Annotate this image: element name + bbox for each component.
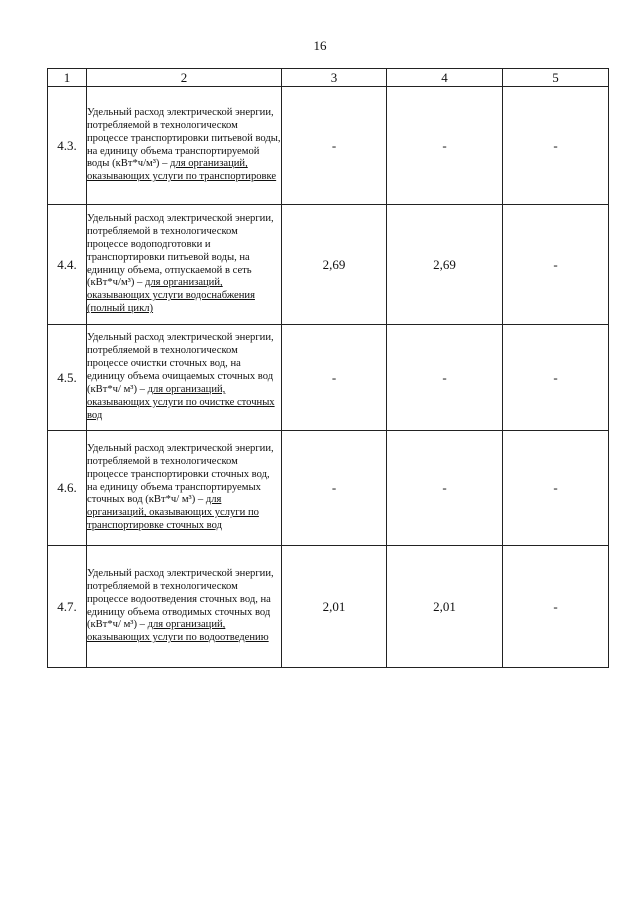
value-col-4: -: [387, 325, 503, 431]
row-description: [87, 87, 282, 205]
table-row: [48, 87, 609, 205]
value-col-5: -: [503, 431, 609, 546]
page-number: 16: [313, 38, 327, 53]
description-underlined: для организаций, оказывающих услуги по транспортировке сточных вод: [87, 494, 259, 532]
description-underlined: для организаций, оказывающих услуги по транспортировке: [87, 158, 277, 183]
table-row: [48, 325, 609, 431]
row-description: [87, 431, 282, 546]
value-col-4: -: [387, 431, 503, 546]
value-col-3: -: [282, 431, 387, 546]
value-col-3: 2,69: [282, 205, 387, 325]
header-cell-2: 2: [87, 69, 282, 87]
row-number: 4.7.: [48, 546, 87, 668]
value-col-5: -: [503, 205, 609, 325]
description-underlined: для организаций, оказывающих услуги по очистке сточных вод: [87, 383, 275, 421]
table-row: [48, 205, 609, 325]
description-underlined: для организаций, оказывающих услуги по водоотведению: [87, 619, 269, 644]
description-text: Удельный расход электрической энергии, потребляемой в технологическом процессе водоподготовки и транспортировки питьевой воды, на единицу объема, отпускаемой в сеть (кВт*ч/м³) –: [87, 212, 274, 289]
table-row: [48, 431, 609, 546]
value-col-4: 2,01: [387, 546, 503, 668]
value-col-3: 2,01: [282, 546, 387, 668]
header-cell-3: 3: [282, 69, 387, 87]
value-col-5: -: [503, 325, 609, 431]
row-number: 4.6.: [48, 431, 87, 546]
header-cell-4: 4: [387, 69, 503, 87]
table-header-row: [48, 69, 609, 87]
row-description: [87, 205, 282, 325]
value-col-5: -: [503, 87, 609, 205]
value-col-3: -: [282, 325, 387, 431]
header-cell-5: 5: [503, 69, 609, 87]
value-col-5: -: [503, 546, 609, 668]
row-description: [87, 325, 282, 431]
description-text: Удельный расход электрической энергии, потребляемой в технологическом процессе транспортировки питьевой воды, на единицу объема транспортируемой воды (кВт*ч/м³) –: [87, 106, 281, 170]
value-col-3: -: [282, 87, 387, 205]
indicators-table: [47, 68, 609, 668]
row-number: 4.4.: [48, 205, 87, 325]
value-col-4: 2,69: [387, 205, 503, 325]
description-text: Удельный расход электрической энергии, потребляемой в технологическом процессе очистки сточных вод, на единицу объема очищаемых сточных вод (кВт*ч/ м³) –: [87, 332, 274, 395]
header-cell-1: 1: [48, 69, 87, 87]
table-row: [48, 546, 609, 668]
description-underlined: для организаций, оказывающих услуги водоснабжения (полный цикл): [87, 277, 255, 315]
row-number: 4.5.: [48, 325, 87, 431]
description-text: Удельный расход электрической энергии, потребляемой в технологическом процессе транспортировки сточных вод, на единицу объема транспортируемых сточных вод (кВт*ч/ м³) –: [87, 442, 274, 506]
row-number: 4.3.: [48, 87, 87, 205]
value-col-4: -: [387, 87, 503, 205]
description-text: Удельный расход электрической энергии, потребляемой в технологическом процессе водоотведения сточных вод, на единицу объема отводимых сточных вод (кВт*ч/ м³) –: [87, 567, 274, 631]
row-description: [87, 546, 282, 668]
